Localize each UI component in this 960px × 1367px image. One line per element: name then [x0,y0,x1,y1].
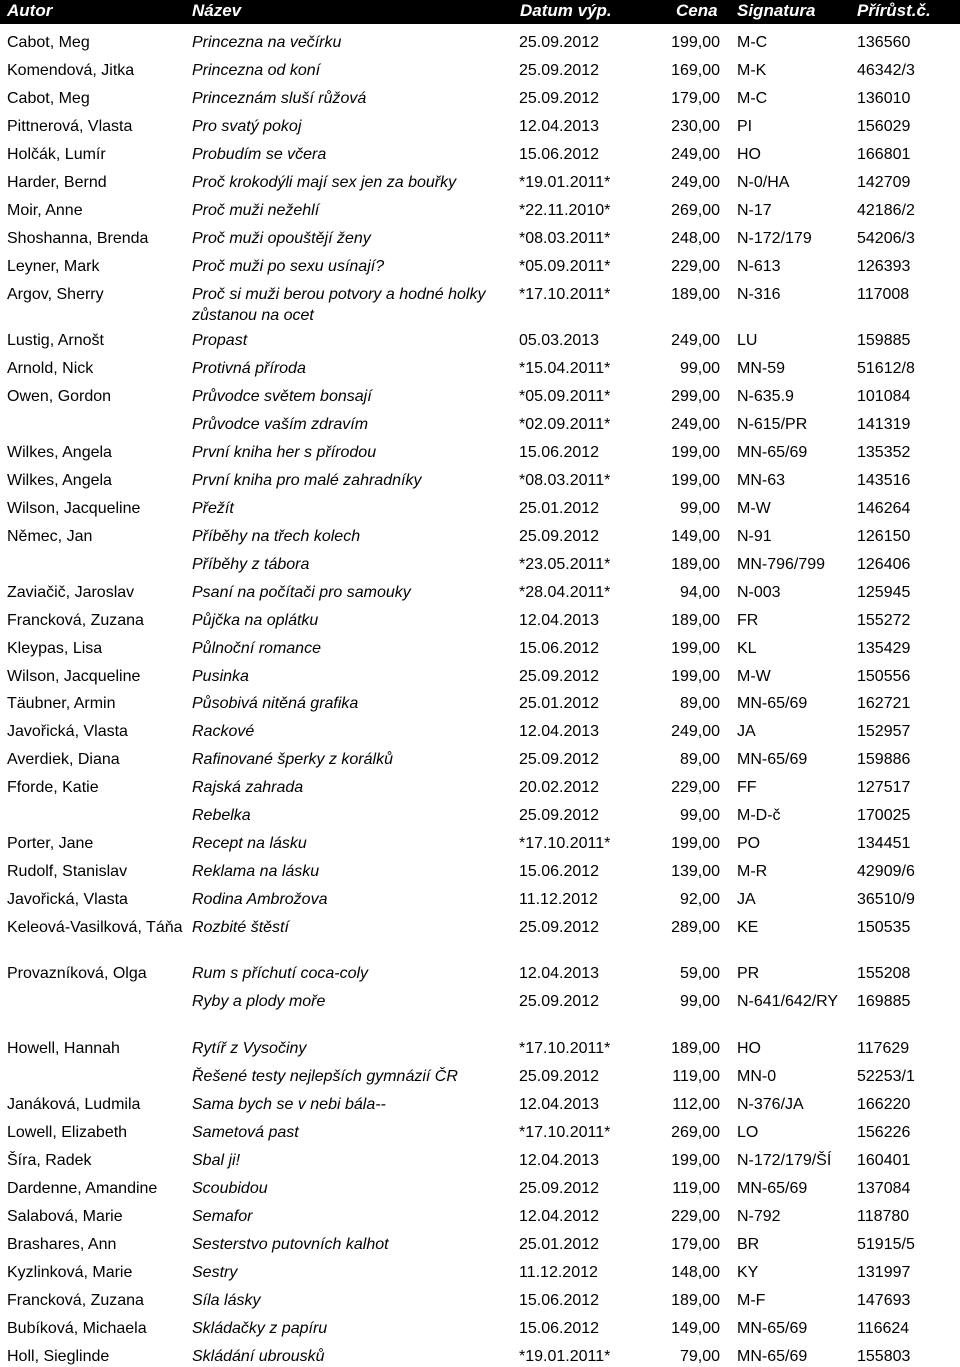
cell-date: 25.09.2012 [519,1180,600,1197]
cell-author: Fforde, Katie [7,779,99,796]
cell-signature: M-D-č [737,807,781,824]
cell-date: *17.10.2011* [519,1124,611,1141]
cell-signature: N-615/PR [737,416,808,433]
cell-signature: M-K [737,62,767,79]
cell-price: 59,00 [679,965,720,982]
cell-date: 15.06.2012 [519,444,600,461]
cell-date: 25.09.2012 [519,919,600,936]
cell-signature: HO [737,1040,761,1057]
cell-signature: N-376/JA [737,1096,804,1113]
cell-author: Provazníková, Olga [7,965,147,982]
cell-accession: 162721 [857,695,911,712]
header-author: Autor [7,1,53,20]
cell-accession: 51915/5 [857,1236,915,1253]
cell-date: 12.04.2012 [519,1208,600,1225]
cell-author: Täubner, Armin [7,695,116,712]
cell-author: Francková, Zuzana [7,612,144,629]
cell-accession: 155803 [857,1348,911,1365]
cell-author: Rudolf, Stanislav [7,863,128,880]
cell-title: Skládání ubrousků [192,1348,325,1365]
cell-author: Cabot, Meg [7,34,90,51]
cell-accession: 147693 [857,1292,911,1309]
cell-accession: 42186/2 [857,202,915,219]
cell-author: Němec, Jan [7,528,93,545]
cell-price: 139,00 [671,863,720,880]
cell-title: Proč si muži berou potvory a hodné holky zůstanou na ocet [192,286,486,324]
cell-author: Moir, Anne [7,202,83,219]
cell-accession: 54206/3 [857,230,915,247]
cell-date: *19.01.2011* [519,174,611,191]
cell-accession: 156226 [857,1124,911,1141]
cell-title: Sametová past [192,1124,299,1141]
cell-author: Keleová-Vasilková, Táňa [7,919,183,936]
cell-price: 229,00 [671,1208,720,1225]
cell-signature: N-635.9 [737,388,794,405]
cell-accession: 166220 [857,1096,911,1113]
cell-signature: M-F [737,1292,766,1309]
cell-date: *22.11.2010* [519,202,611,219]
cell-date: 25.09.2012 [519,751,600,768]
cell-price: 89,00 [679,695,720,712]
cell-signature: HO [737,146,761,163]
cell-price: 248,00 [671,230,720,247]
cell-accession: 36510/9 [857,891,915,908]
cell-title: Působivá nitěná grafika [192,695,359,712]
cell-title: Recept na lásku [192,835,307,852]
cell-date: *17.10.2011* [519,1040,611,1057]
cell-signature: MN-65/69 [737,444,808,461]
cell-title: Semafor [192,1208,253,1225]
cell-accession: 117629 [857,1040,910,1057]
cell-title: Proč muži nežehlí [192,202,320,219]
cell-date: 25.09.2012 [519,807,600,824]
cell-author: Holčák, Lumír [7,146,106,163]
cell-signature: LO [737,1124,759,1141]
cell-date: *02.09.2011* [519,416,611,433]
cell-signature: FR [737,612,759,629]
cell-accession: 52253/1 [857,1068,915,1085]
cell-accession: 136560 [857,34,911,51]
cell-accession: 51612/8 [857,360,915,377]
cell-author: Brashares, Ann [7,1236,117,1253]
cell-signature: N-172/179/ŠÍ [737,1152,832,1169]
cell-accession: 126406 [857,556,911,573]
cell-title: První kniha pro malé zahradníky [192,472,422,489]
cell-title: Ryby a plody moře [192,993,326,1010]
cell-author: Holl, Sieglinde [7,1348,110,1365]
cell-date: 25.01.2012 [519,1236,600,1253]
cell-date: 25.09.2012 [519,1068,600,1085]
cell-accession: 126393 [857,258,911,275]
cell-date: 25.09.2012 [519,62,600,79]
cell-accession: 46342/3 [857,62,915,79]
cell-price: 269,00 [671,1124,720,1141]
cell-price: 179,00 [671,1236,720,1253]
cell-price: 299,00 [671,388,720,405]
cell-date: *28.04.2011* [519,584,611,601]
cell-accession: 155272 [857,612,911,629]
cell-accession: 42909/6 [857,863,915,880]
cell-date: 25.09.2012 [519,34,600,51]
cell-date: *19.01.2011* [519,1348,611,1365]
cell-date: 15.06.2012 [519,863,600,880]
cell-date: 15.06.2012 [519,640,600,657]
cell-title: Příběhy na třech kolech [192,528,361,545]
cell-price: 99,00 [679,500,720,517]
cell-title: Sama bych se v nebi bála-- [192,1096,386,1113]
cell-date: 25.01.2012 [519,500,600,517]
cell-accession: 127517 [857,779,911,796]
cell-price: 149,00 [671,528,720,545]
cell-author: Wilson, Jacqueline [7,668,141,685]
cell-accession: 134451 [857,835,911,852]
cell-accession: 152957 [857,723,911,740]
cell-title: Probudím se včera [192,146,327,163]
cell-price: 230,00 [671,118,720,135]
cell-accession: 160401 [857,1152,911,1169]
cell-date: *17.10.2011* [519,286,611,303]
cell-signature: BR [737,1236,760,1253]
cell-date: 25.09.2012 [519,993,600,1010]
cell-accession: 170025 [857,807,911,824]
cell-accession: 118780 [857,1208,910,1225]
cell-title: Rackové [192,723,255,740]
cell-title: Sestry [192,1264,238,1281]
cell-author: Kleypas, Lisa [7,640,103,657]
cell-price: 249,00 [671,332,720,349]
cell-date: 12.04.2013 [519,1096,600,1113]
cell-title: Půlnoční romance [192,640,321,657]
cell-price: 119,00 [672,1180,720,1197]
cell-price: 112,00 [672,1096,720,1113]
cell-title: Protivná příroda [192,360,306,377]
cell-title: Příběhy z tábora [192,556,310,573]
cell-signature: MN-65/69 [737,695,808,712]
cell-title: Přežít [192,500,234,517]
cell-signature: N-17 [737,202,772,219]
cell-signature: JA [737,891,756,908]
cell-price: 99,00 [679,993,720,1010]
cell-date: 15.06.2012 [519,146,600,163]
cell-price: 199,00 [671,34,720,51]
cell-date: *15.04.2011* [519,360,611,377]
cell-title: Skládačky z papíru [192,1320,328,1337]
cell-title: Psaní na počítači pro samouky [192,584,411,601]
cell-author: Bubíková, Michaela [7,1320,147,1337]
cell-price: 249,00 [671,416,720,433]
cell-date: 11.12.2012 [519,1264,598,1281]
cell-date: 25.01.2012 [519,695,600,712]
cell-author: Arnold, Nick [7,360,94,377]
cell-signature: FF [737,779,757,796]
cell-accession: 156029 [857,118,911,135]
cell-author: Javořická, Vlasta [7,891,128,908]
cell-author: Šíra, Radek [7,1152,92,1169]
cell-date: *08.03.2011* [519,230,611,247]
cell-title: Pusinka [192,668,249,685]
cell-title: Půjčka na oplátku [192,612,319,629]
cell-title: Síla lásky [192,1292,261,1309]
cell-author: Janáková, Ludmila [7,1096,141,1113]
cell-date: *23.05.2011* [519,556,611,573]
cell-price: 199,00 [671,1152,720,1169]
cell-author: Howell, Hannah [7,1040,120,1057]
header-accession: Přírůst.č. [857,1,931,20]
cell-accession: 166801 [857,146,911,163]
cell-price: 89,00 [679,751,720,768]
cell-price: 249,00 [671,174,720,191]
cell-date: 12.04.2013 [519,965,600,982]
cell-accession: 150535 [857,919,911,936]
cell-accession: 136010 [857,90,911,107]
cell-author: Dardenne, Amandine [7,1180,158,1197]
cell-date: 25.09.2012 [519,668,600,685]
cell-title: Průvodce vaším zdravím [192,416,369,433]
cell-title: Scoubidou [192,1180,268,1197]
cell-accession: 141319 [857,416,911,433]
cell-signature: PO [737,835,761,852]
cell-price: 189,00 [671,1292,720,1309]
cell-price: 199,00 [671,444,720,461]
cell-title: Pro svatý pokoj [192,118,302,135]
cell-price: 189,00 [671,1040,720,1057]
cell-signature: MN-65/69 [737,1180,808,1197]
cell-title: Proč muži po sexu usínají? [192,258,385,275]
cell-price: 199,00 [671,472,720,489]
cell-title: Rozbité štěstí [192,919,289,936]
cell-author: Owen, Gordon [7,388,112,405]
cell-accession: 150556 [857,668,911,685]
cell-price: 269,00 [671,202,720,219]
cell-accession: 146264 [857,500,911,517]
cell-title: Rodina Ambrožova [192,891,328,908]
table-header [0,0,960,24]
cell-title: Princezna na večírku [192,34,342,51]
cell-signature: N-91 [737,528,772,545]
cell-signature: N-316 [737,286,781,303]
cell-signature: N-003 [737,584,781,601]
cell-price: 92,00 [679,891,720,908]
cell-price: 94,00 [679,584,720,601]
cell-date: *05.09.2011* [519,258,611,275]
cell-title: Sbal ji! [192,1152,241,1169]
cell-signature: MN-63 [737,472,786,489]
cell-title: Rafinované šperky z korálků [192,751,393,768]
cell-author: Harder, Bernd [7,174,107,191]
cell-accession: 143516 [857,472,911,489]
header-signature: Signatura [737,1,816,20]
cell-price: 229,00 [671,779,720,796]
cell-price: 249,00 [671,723,720,740]
cell-author: Wilkes, Angela [7,444,112,461]
cell-author: Lowell, Elizabeth [7,1124,128,1141]
cell-title: Princezna od koní [192,62,321,79]
cell-author: Komendová, Jitka [7,62,135,79]
cell-price: 249,00 [671,146,720,163]
cell-accession: 142709 [857,174,911,191]
cell-signature: MN-65/69 [737,751,808,768]
cell-accession: 131997 [857,1264,911,1281]
cell-signature: PI [737,118,753,135]
cell-date: 15.06.2012 [519,1292,600,1309]
cell-accession: 159885 [857,332,911,349]
cell-date: *05.09.2011* [519,388,611,405]
cell-date: *08.03.2011* [519,472,611,489]
cell-price: 169,00 [671,62,720,79]
cell-author: Porter, Jane [7,835,94,852]
cell-author: Lustig, Arnošt [7,332,104,349]
cell-date: *17.10.2011* [519,835,611,852]
cell-signature: M-C [737,34,768,51]
cell-price: 99,00 [679,360,720,377]
cell-price: 148,00 [671,1264,720,1281]
cell-title: Rytíř z Vysočiny [192,1040,307,1057]
cell-author: Leyner, Mark [7,258,100,275]
cell-date: 12.04.2013 [519,612,600,629]
cell-signature: N-792 [737,1208,781,1225]
cell-accession: 135429 [857,640,911,657]
cell-date: 25.09.2012 [519,528,600,545]
cell-date: 20.02.2012 [519,779,600,796]
cell-accession: 137084 [857,1180,911,1197]
cell-title: Průvodce světem bonsají [192,388,372,405]
cell-price: 199,00 [671,835,720,852]
cell-accession: 117008 [857,286,910,303]
cell-price: 79,00 [679,1348,720,1365]
cell-price: 99,00 [679,807,720,824]
cell-author: Shoshanna, Brenda [7,230,149,247]
cell-price: 189,00 [671,612,720,629]
cell-date: 12.04.2013 [519,1152,600,1169]
cell-price: 229,00 [671,258,720,275]
cell-date: 12.04.2013 [519,723,600,740]
cell-signature: N-641/642/RY [737,993,839,1010]
cell-signature: MN-59 [737,360,786,377]
cell-title: Propast [192,332,248,349]
cell-date: 12.04.2013 [519,118,600,135]
cell-author: Wilkes, Angela [7,472,112,489]
cell-price: 199,00 [671,668,720,685]
cell-date: 15.06.2012 [519,1320,600,1337]
cell-title: Proč muži opouštějí ženy [192,230,371,247]
cell-signature: PR [737,965,760,982]
cell-accession: 126150 [857,528,911,545]
cell-accession: 159886 [857,751,911,768]
cell-signature: MN-0 [737,1068,777,1085]
cell-signature: JA [737,723,756,740]
cell-accession: 155208 [857,965,911,982]
cell-signature: KY [737,1264,759,1281]
header-date: Datum výp. [520,1,612,20]
cell-price: 289,00 [671,919,720,936]
cell-date: 05.03.2013 [519,332,600,349]
cell-signature: M-W [737,668,771,685]
cell-signature: N-0/HA [737,174,790,191]
cell-author: Averdiek, Diana [7,751,120,768]
cell-signature: MN-65/69 [737,1348,808,1365]
cell-signature: KE [737,919,759,936]
cell-date: 25.09.2012 [519,90,600,107]
cell-title: Sesterstvo putovních kalhot [192,1236,389,1253]
cell-price: 199,00 [671,640,720,657]
cell-accession: 125945 [857,584,911,601]
cell-signature: LU [737,332,758,349]
header-title: Název [192,1,242,20]
cell-accession: 101084 [857,388,911,405]
cell-price: 179,00 [671,90,720,107]
cell-price: 189,00 [671,556,720,573]
cell-title: Rum s příchutí coca-coly [192,965,369,982]
cell-title: Reklama na lásku [192,863,320,880]
cell-author: Wilson, Jacqueline [7,500,141,517]
cell-price: 149,00 [671,1320,720,1337]
cell-signature: MN-65/69 [737,1320,808,1337]
cell-author: Kyzlinková, Marie [7,1264,133,1281]
cell-accession: 169885 [857,993,911,1010]
cell-price: 189,00 [671,286,720,303]
cell-title: První kniha her s přírodou [192,444,377,461]
cell-title: Proč krokodýli mají sex jen za bouřky [192,174,457,191]
cell-author: Cabot, Meg [7,90,90,107]
cell-accession: 116624 [857,1320,910,1337]
cell-date: 11.12.2012 [519,891,598,908]
cell-title: Rajská zahrada [192,779,304,796]
header-price: Cena [676,1,718,20]
cell-author: Francková, Zuzana [7,1292,144,1309]
cell-signature: M-W [737,500,771,517]
cell-author: Salabová, Marie [7,1208,123,1225]
cell-title: Princeznám sluší růžová [192,90,367,107]
cell-signature: KL [737,640,757,657]
cell-signature: N-613 [737,258,781,275]
cell-author: Javořická, Vlasta [7,723,128,740]
cell-signature: N-172/179 [737,230,812,247]
cell-accession: 135352 [857,444,911,461]
cell-author: Zaviačič, Jaroslav [7,584,135,601]
cell-price: 119,00 [672,1068,720,1085]
cell-signature: M-R [737,863,768,880]
cell-author: Argov, Sherry [7,286,104,303]
cell-title: Řešené testy nejlepších gymnázií ČR [192,1068,458,1085]
cell-signature: M-C [737,90,768,107]
cell-author: Pittnerová, Vlasta [7,118,133,135]
cell-title: Rebelka [192,807,251,824]
cell-signature: MN-796/799 [737,556,826,573]
